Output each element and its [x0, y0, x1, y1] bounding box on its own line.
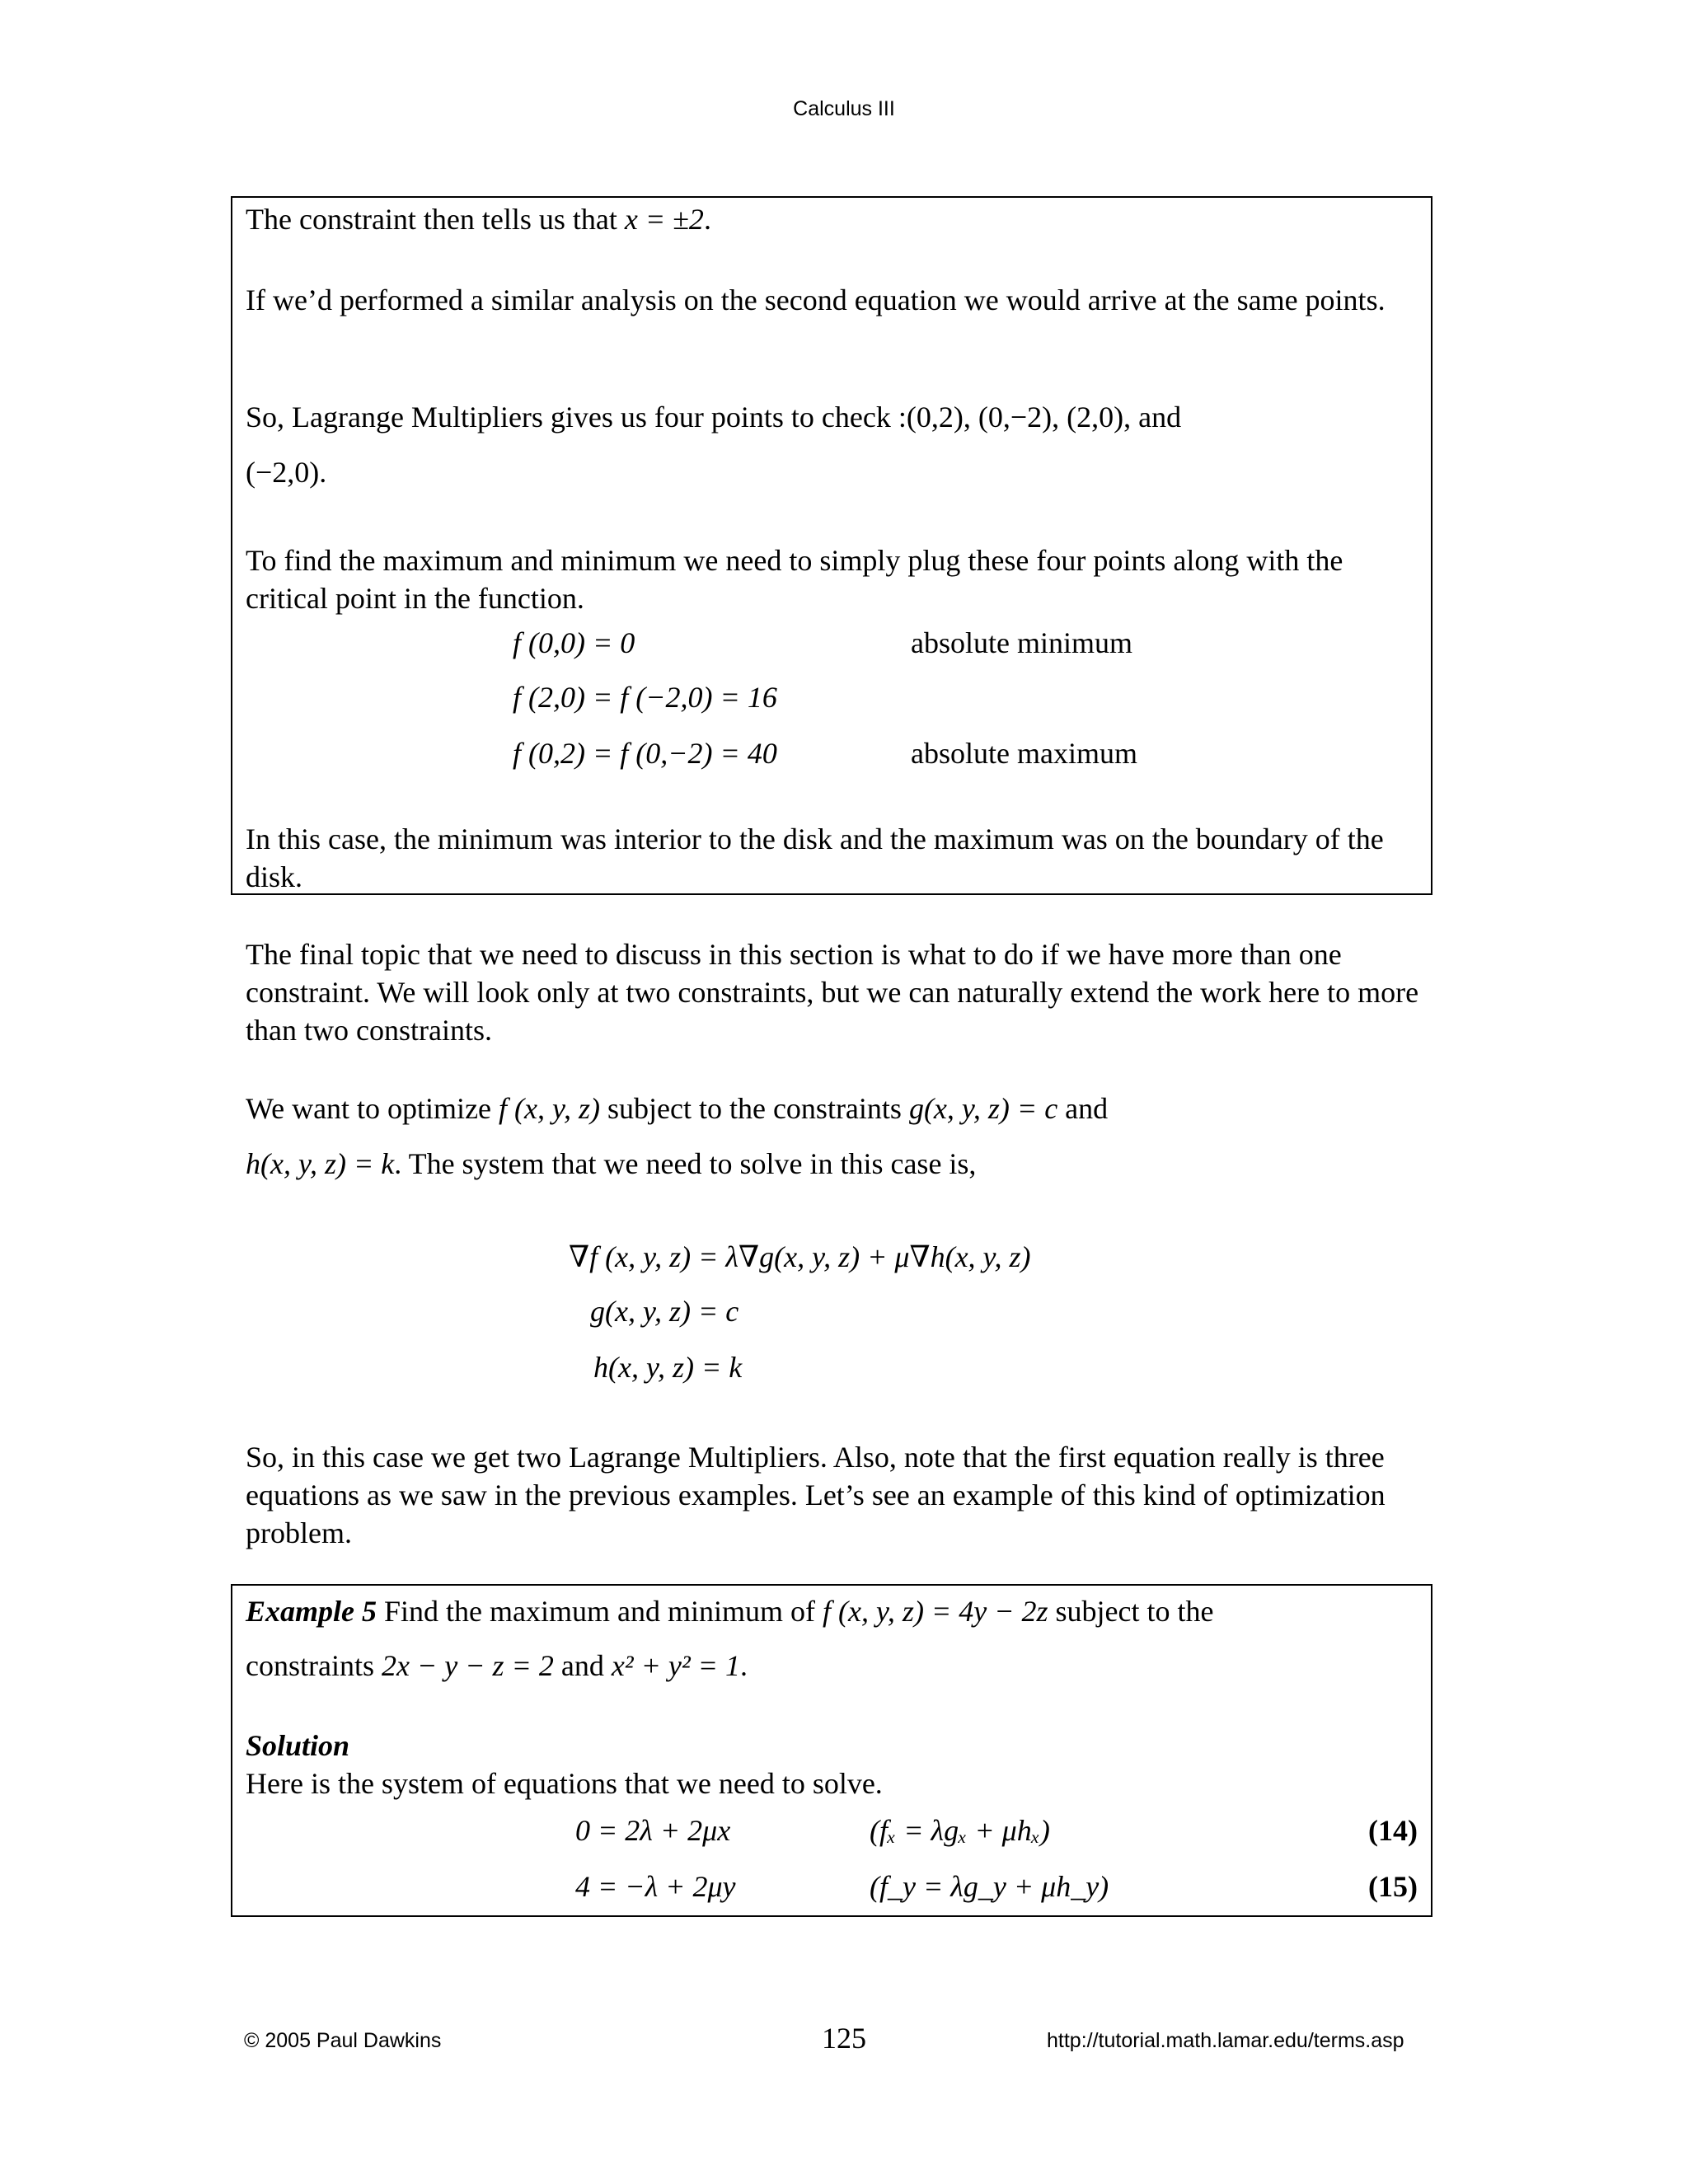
optimize-paragraph-2 — [246, 1145, 1432, 1183]
plug-points-paragraph: To find the maximum and minimum we need to simply plug these four points along with the critical point in the function. — [246, 544, 1343, 615]
eval-f00-label: absolute minimum — [911, 626, 1132, 659]
system-gradient-eq: ∇f (x, y, z) = λ∇g(x, y, z) + μ∇h(x, y, z) — [569, 1240, 1031, 1273]
example-5-statement — [246, 1592, 1432, 1630]
optimize-text-c: and — [1057, 1092, 1109, 1125]
final-topic-paragraph: The final topic that we need to discuss in this section is what to do if we have more than one constraint. We will look only at two constraints, but we can naturally extend the work here to more than two constraints. — [246, 938, 1419, 1047]
equation-15-note: (f_y = λg_y + μh_y) — [870, 1870, 1109, 1903]
footer-copyright: © 2005 Paul Dawkins — [244, 2029, 442, 2052]
four-points-paragraph — [246, 398, 1432, 436]
page-header: Calculus III — [793, 97, 895, 120]
equation-15: 4 = −λ + 2μy — [575, 1870, 736, 1903]
eval-f20: f (2,0) = f (−2,0) = 16 — [513, 681, 777, 714]
example-5-text-b: subject to the — [1048, 1595, 1214, 1628]
system-g-eq: g(x, y, z) = c — [590, 1295, 739, 1328]
optimize-g: g(x, y, z) = c — [908, 1092, 1058, 1125]
optimize-text-d: . The system that we need to solve in this case is, — [394, 1147, 977, 1180]
constraints-and: and — [553, 1649, 612, 1682]
constraint-circle: x² + y² = 1 — [611, 1649, 740, 1682]
example-5-text-a: Find the maximum and minimum of — [377, 1595, 823, 1628]
four-points-text: So, Lagrange Multipliers gives us four points to check : — [246, 401, 907, 434]
optimize-text-a: We want to optimize — [246, 1092, 499, 1125]
equation-14: 0 = 2λ + 2μx — [575, 1814, 731, 1847]
constraints-text: constraints — [246, 1649, 382, 1682]
footer-url[interactable]: http://tutorial.math.lamar.edu/terms.asp — [1047, 2029, 1404, 2052]
solution-intro: Here is the system of equations that we need to solve. — [246, 1767, 883, 1800]
eval-f00: f (0,0) = 0 — [513, 626, 635, 659]
optimize-paragraph — [246, 1090, 1432, 1127]
constraint-end: . — [703, 203, 711, 236]
example-5-constraints — [246, 1647, 1432, 1685]
constraint-plane: 2x − y − z = 2 — [381, 1649, 554, 1682]
example-5-label: Example 5 — [246, 1595, 377, 1628]
eval-f02-label: absolute maximum — [911, 737, 1137, 770]
eval-f02: f (0,2) = f (0,−2) = 40 — [513, 737, 777, 770]
solution-heading: Solution — [246, 1729, 350, 1762]
four-points-list: (0,2), (0,−2), (2,0), and — [906, 401, 1182, 434]
two-multipliers-paragraph: So, in this case we get two Lagrange Multipliers. Also, note that the first equation really is three equations as we saw in the previous examples. Let’s see an example of this kind of optimization problem. — [246, 1441, 1386, 1549]
optimize-h: h(x, y, z) = k — [246, 1147, 395, 1180]
example-5-function: f (x, y, z) = 4y − 2z — [822, 1595, 1048, 1628]
constraint-line — [246, 200, 1432, 238]
four-points-last: (−2,0). — [246, 456, 327, 489]
constraint-math: x = ±2 — [624, 203, 704, 236]
optimize-f: f (x, y, z) — [499, 1092, 600, 1125]
page-number: 125 — [822, 2022, 866, 2055]
equation-14-number: (14) — [1368, 1814, 1418, 1847]
system-h-eq: h(x, y, z) = k — [593, 1351, 743, 1384]
constraint-text: The constraint then tells us that — [246, 203, 625, 236]
optimize-text-b: subject to the constraints — [600, 1092, 909, 1125]
equation-15-number: (15) — [1368, 1870, 1418, 1903]
equation-14-note: (fₓ = λgₓ + μhₓ) — [870, 1814, 1050, 1847]
similar-analysis-paragraph: If we’d performed a similar analysis on the second equation we would arrive at the same points. — [246, 284, 1386, 316]
interior-boundary-paragraph: In this case, the minimum was interior to the disk and the maximum was on the boundary of the disk. — [246, 823, 1384, 893]
constraints-end: . — [739, 1649, 748, 1682]
